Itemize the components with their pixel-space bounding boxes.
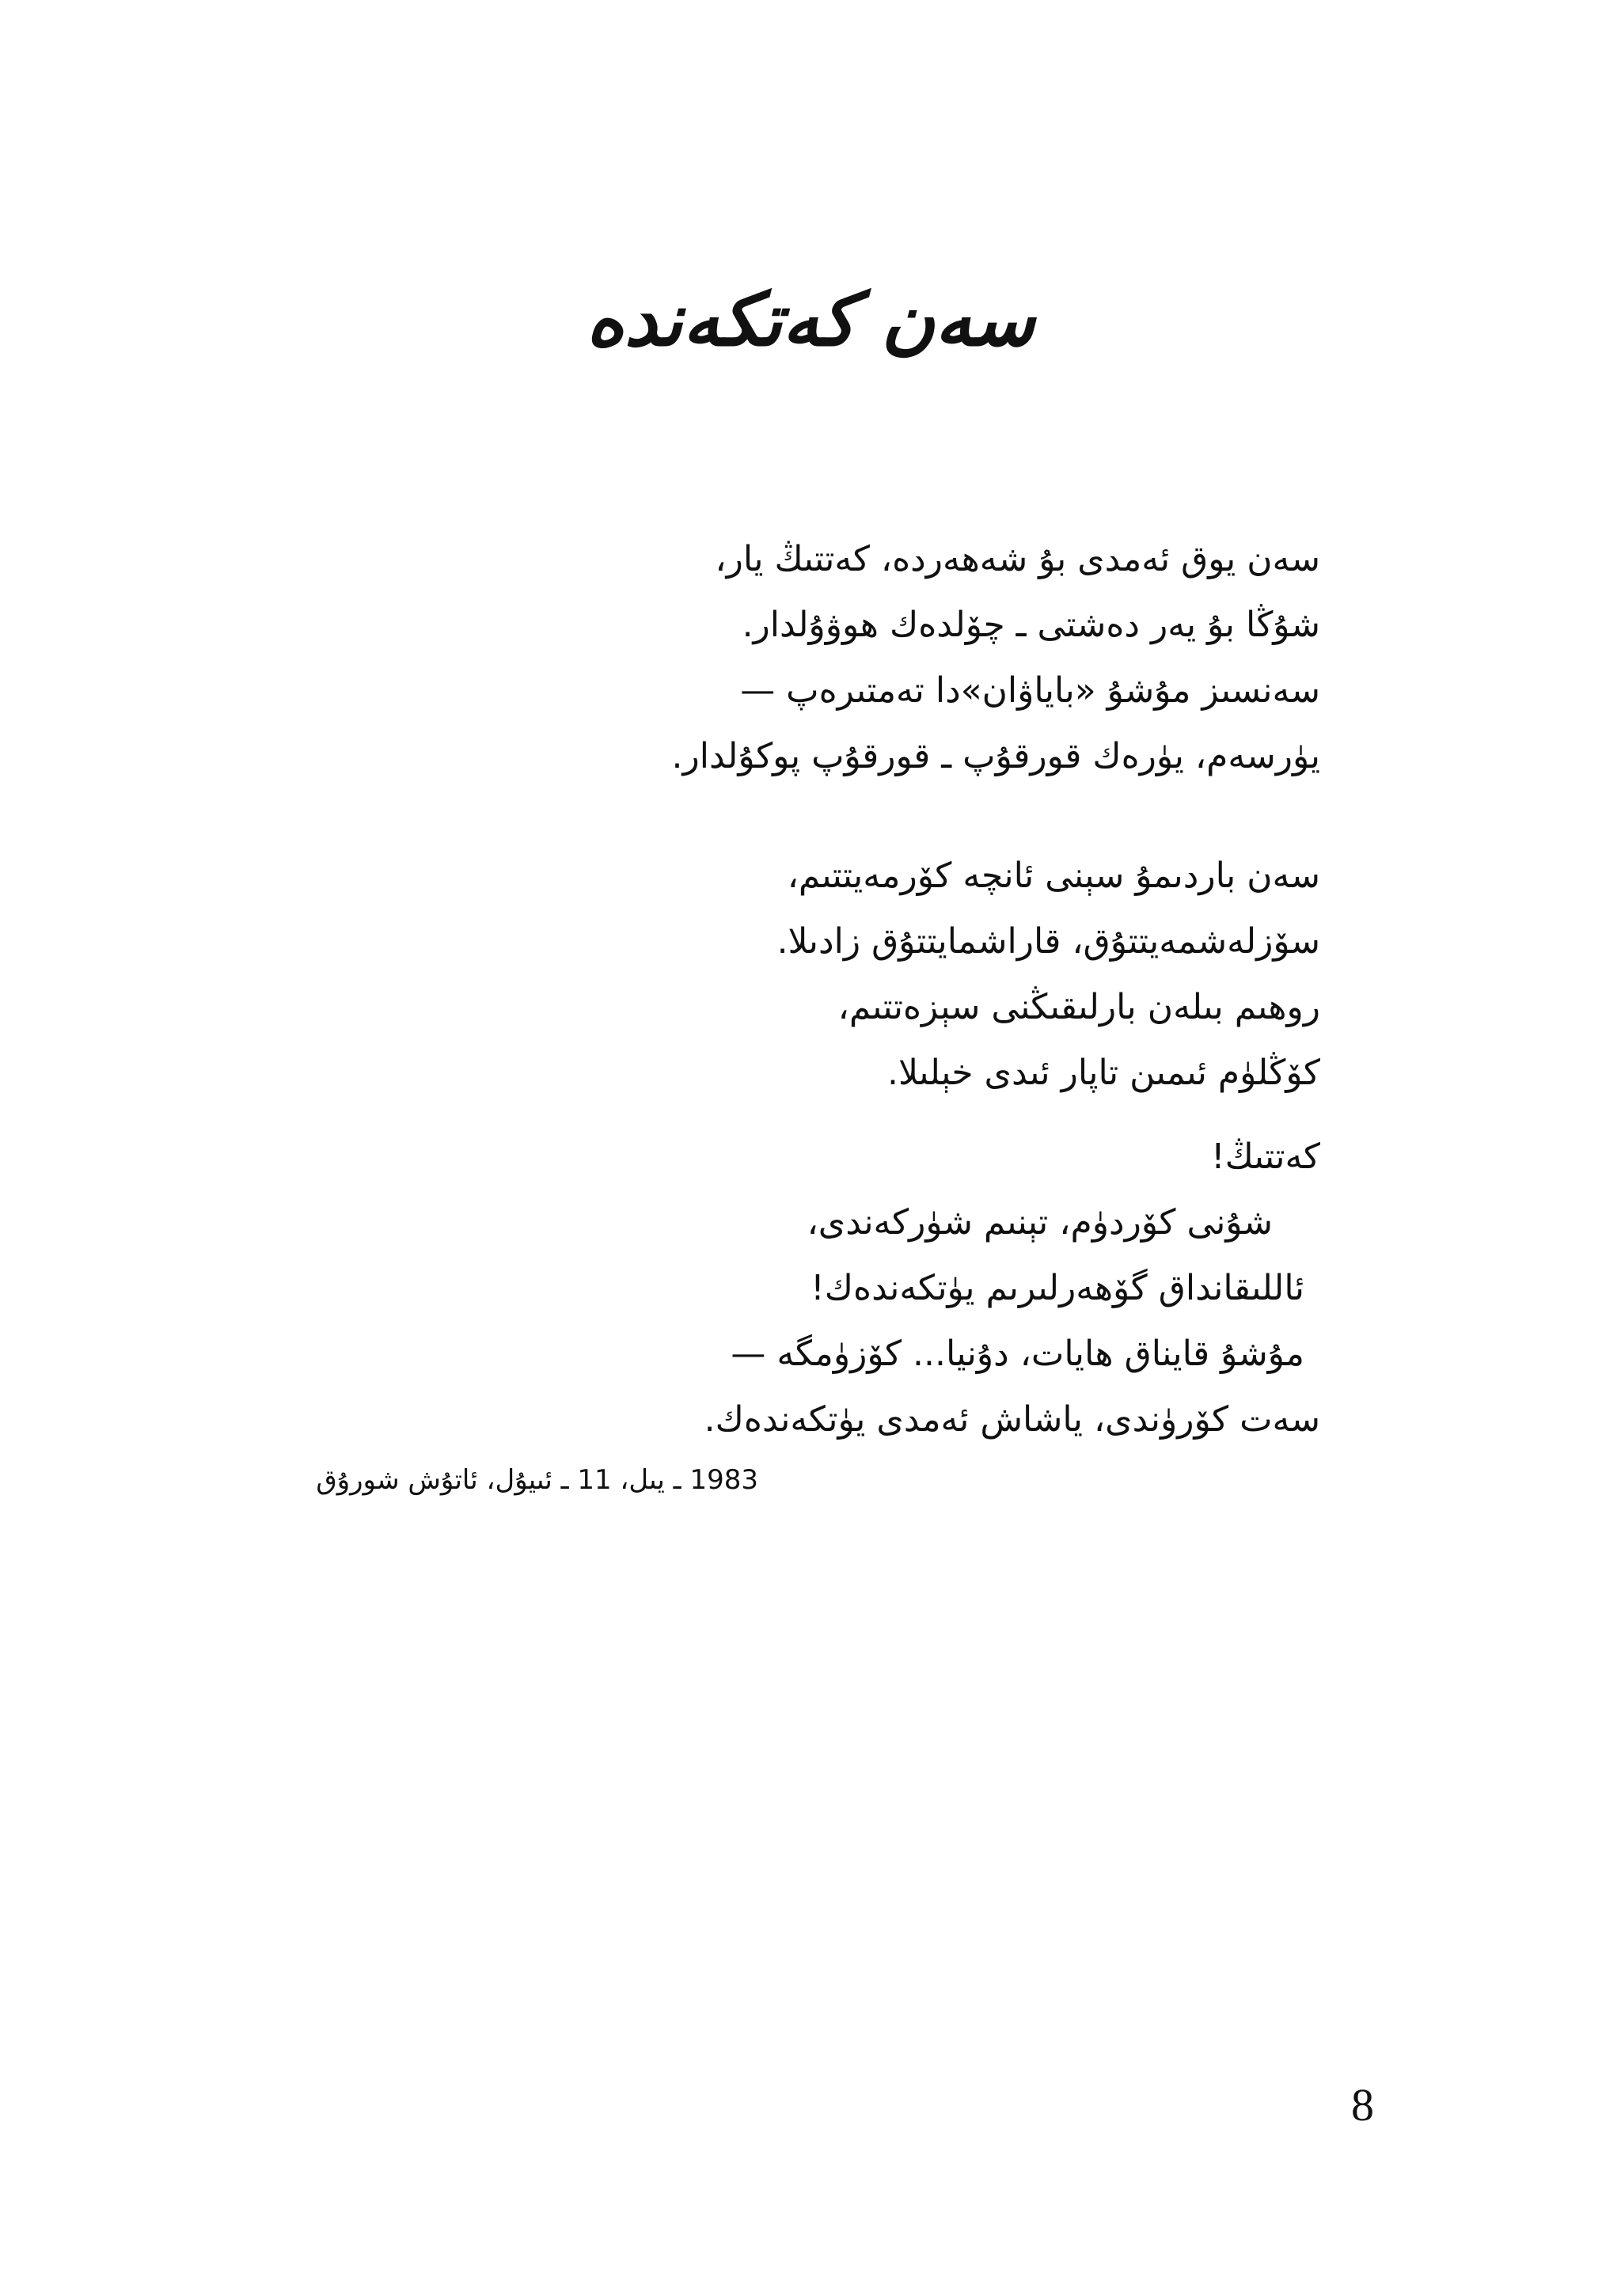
stanza-2-line-1: سەن باردىمۇ سېنى ئانچە كۆرمەيتتىم، xyxy=(787,856,1320,896)
page-number: 8 xyxy=(1351,2079,1374,2131)
poem-title: سەن كەتكەندە xyxy=(586,278,1035,362)
stanza-3-line-4: مۇشۇ قايناق ھايات، دۇنيا... كۆزۈمگە — xyxy=(731,1334,1304,1374)
stanza-3-line-2: شۇنى كۆردۈم، تېنىم شۈركەندى، xyxy=(807,1202,1273,1243)
poem-dateline: 1983 ـ يىل، 11 ـ ئىيۇل، ئاتۇش شورۇق xyxy=(316,1464,758,1496)
stanza-3-line-1: كەتتىڭ! xyxy=(1210,1137,1320,1177)
stanza-3-line-3: ئاللىقانداق گۆھەرلىرىم يۈتكەندەك! xyxy=(810,1268,1304,1308)
stanza-2 xyxy=(291,843,1320,1106)
stanza-1-line-1: سەن يوق ئەمدى بۇ شەھەردە، كەتتىڭ يار، xyxy=(715,539,1320,579)
stanza-3 xyxy=(291,1124,1320,1452)
stanza-2-line-3: روھىم بىلەن بارلىقىڭنى سېزەتتىم، xyxy=(837,987,1320,1027)
stanza-1-line-3: سەنسىز مۇشۇ «باياۋان»دا تەمتىرەپ — xyxy=(740,670,1320,711)
stanza-1-line-2: شۇڭا بۇ يەر دەشتى ـ چۆلدەك ھوۋۇلدار. xyxy=(742,605,1320,645)
stanza-1 xyxy=(291,526,1320,789)
stanza-2-line-4: كۆڭلۈم ئىمىن تاپار ئىدى خېلىلا. xyxy=(886,1053,1320,1093)
stanza-3-line-5: سەت كۆرۈندى، ياشاش ئەمدى يۈتكەندەك. xyxy=(704,1399,1320,1440)
stanza-2-line-2: سۆزلەشمەيتتۇق، قاراشمايتتۇق زادىلا. xyxy=(776,921,1320,962)
stanza-1-line-4: يۈرسەم، يۈرەك قورقۇپ ـ قورقۇپ پوكۇلدار. xyxy=(671,736,1320,776)
